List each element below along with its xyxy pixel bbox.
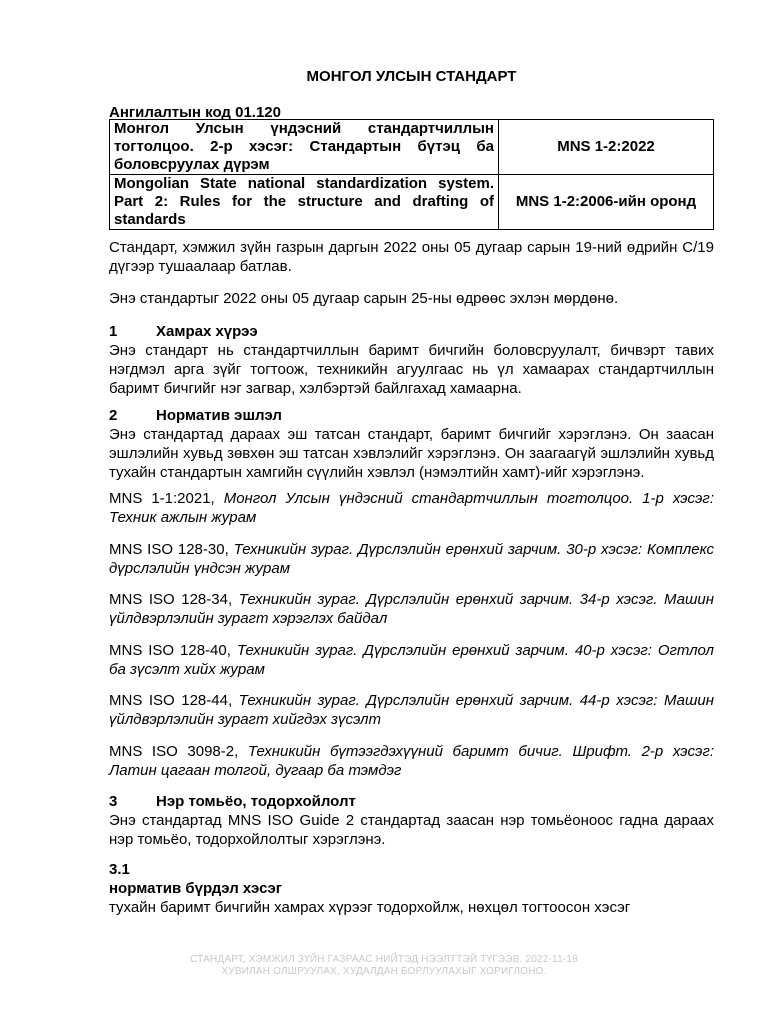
standard-title-mn: Монгол Улсын үндэсний стандартчиллын тогтолцоо. 2-р хэсэг: Стандартын бүтэц ба боловсруулах дүрэм [110, 120, 499, 175]
reference-item [109, 641, 714, 679]
reference-title: Монгол Улсын үндэсний стандартчиллын тогтолцоо. 1-р хэсэг: Техник ажлын журам [109, 490, 714, 526]
watermark-footer [0, 954, 768, 978]
reference-code: MNS 1-1:2021, [109, 490, 215, 507]
standard-number: MNS 1-2:2022 [499, 120, 714, 175]
section-text: Энэ стандартад MNS ISO Guide 2 стандартад заасан нэр томьёоноос гадна дараах нэр томьёо, тодорхойлолтыг хэрэглэнэ. [109, 812, 714, 848]
watermark-line: ХУВИЛАН ОЛШРУУЛАХ, ХУДАЛДАН БОРЛУУЛАХЫГ ХОРИГЛОНО. [221, 966, 547, 977]
reference-code: MNS ISO 3098-2, [109, 743, 239, 760]
reference-line [109, 641, 714, 679]
reference-code: MNS ISO 128-34, [109, 591, 233, 608]
section-1 [109, 322, 714, 398]
section-3 [109, 792, 714, 849]
section-title: Нэр томьёо, тодорхойлолт [156, 793, 356, 810]
reference-item [109, 691, 714, 729]
standard-meta-table [109, 119, 714, 230]
reference-line [109, 691, 714, 729]
reference-line [109, 590, 714, 628]
section-heading [109, 322, 714, 341]
reference-code: MNS ISO 128-40, [109, 642, 231, 659]
reference-code: MNS ISO 128-44, [109, 692, 233, 709]
reference-code: MNS ISO 128-30, [109, 541, 229, 558]
section-title: Норматив эшлэл [156, 407, 282, 424]
document-title: МОНГОЛ УЛСЫН СТАНДАРТ [306, 68, 517, 85]
section-number: 3 [109, 793, 118, 810]
reference-line [109, 489, 714, 527]
term-number: 3.1 [109, 861, 130, 878]
reference-title: Техникийн зураг. Дүрслэлийн ерөнхий зарчим. 44-р хэсэг: Машин үйлдвэрлэлийн зурагт хийгдэх зүсэлт [109, 692, 714, 728]
reference-item [109, 742, 714, 780]
replaces-standard: MNS 1-2:2006-ийн оронд [499, 175, 714, 230]
reference-title: Техникийн зураг. Дүрслэлийн ерөнхий зарчим. 40-р хэсэг: Огтлол ба зүсэлт хийх журам [109, 642, 714, 678]
watermark-line: СТАНДАРТ, ХЭМЖИЛ ЗҮЙН ГАЗРААС НИЙТЭД НЭЭЛТТЭЙ ТҮГЭЭВ. 2022-11-18 [190, 954, 578, 965]
approval-text: Стандарт, хэмжил зүйн газрын даргын 2022 оны 05 дугаар сарын 19-ний өдрийн С/19 дүгээр тушаалаар батлав. [109, 239, 714, 275]
reference-line [109, 540, 714, 578]
section-heading [109, 792, 714, 811]
section-number: 2 [109, 407, 118, 424]
section-text: Энэ стандарт нь стандартчиллын баримт бичгийн боловсруулалт, бичвэрт тавих нэгдмэл арга зүйг тогтоож, техникийн агуулгаас нь үл хамаарах стандартчиллын баримт бичгийг нэг загвар, хэлбэртэй байлгахад хамаарна. [109, 342, 714, 397]
effective-paragraph [109, 289, 714, 308]
effective-text: Энэ стандартыг 2022 оны 05 дугаар сарын 25-ны өдрөөс эхлэн мөрдөнө. [109, 290, 619, 307]
classification-code: Ангилалтын код 01.120 [109, 104, 281, 121]
standard-title-en: Mongolian State national standardization system. Part 2: Rules for the structure and drafting of standards [110, 175, 499, 230]
section-title: Хамрах хүрээ [156, 323, 258, 340]
reference-title: Техникийн бүтээгдэхүүний баримт бичиг. Шрифт. 2-р хэсэг: Латин цагаан толгой, дугаар ба тэмдэг [109, 743, 715, 779]
reference-item [109, 540, 714, 578]
reference-title: Техникийн зураг. Дүрслэлийн ерөнхий зарчим. 34-р хэсэг. Машин үйлдвэрлэлийн зурагт хэрэглэх байдал [109, 591, 714, 627]
section-number: 1 [109, 323, 118, 340]
section-2 [109, 406, 714, 482]
meta-row [110, 175, 714, 230]
section-3-1 [109, 860, 714, 917]
meta-row [110, 120, 714, 175]
reference-line [109, 742, 714, 780]
term-definition: тухайн баримт бичгийн хамрах хүрээг тодорхойлж, нөхцөл тогтоосон хэсэг [109, 899, 631, 916]
reference-item [109, 489, 714, 527]
reference-title: Техникийн зураг. Дүрслэлийн ерөнхий зарчим. 30-р хэсэг: Комплекс дүрслэлийн үндсэн журам [109, 541, 714, 577]
term-name: норматив бүрдэл хэсэг [109, 880, 283, 897]
section-text: Энэ стандартад дараах эш татсан стандарт, баримт бичгийг хэрэглэнэ. Он заасан эшлэлийн хувьд зөвхөн эш татсан хэвлэлийг хэрэглэнэ. Он заагаагүй эшлэлийн хувьд тухайн стандартын хамгийн сүүлийн хэвлэл (нэмэлтийн хамт)-ийг хэрэглэнэ. [109, 426, 714, 481]
section-heading [109, 406, 714, 425]
approval-paragraph [109, 238, 714, 276]
reference-item [109, 590, 714, 628]
